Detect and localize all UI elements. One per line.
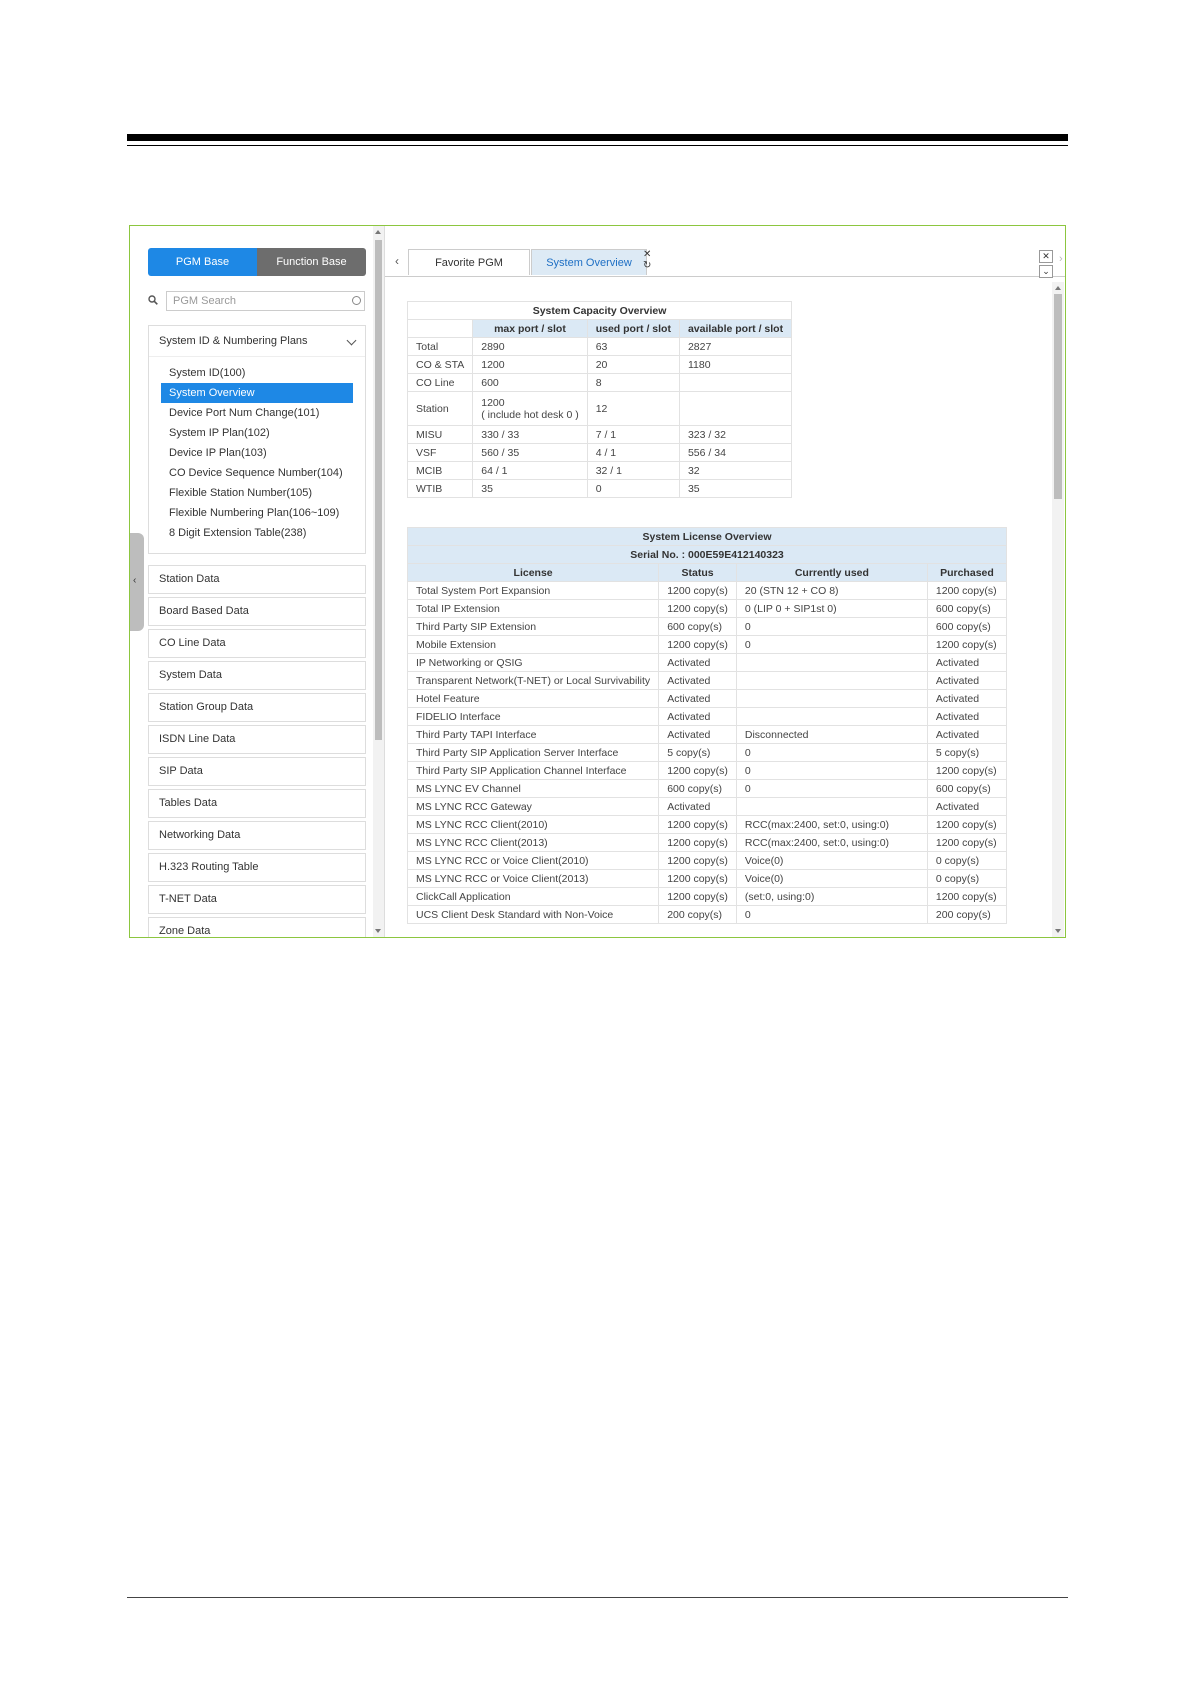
capacity-cell: 330 / 33 xyxy=(473,426,587,444)
license-cell: MS LYNC RCC or Voice Client(2010) xyxy=(408,852,659,870)
license-cell: 600 copy(s) xyxy=(659,780,737,798)
license-cell: Activated xyxy=(927,654,1006,672)
table-row xyxy=(408,744,1007,762)
license-cell: MS LYNC EV Channel xyxy=(408,780,659,798)
license-cell: 0 copy(s) xyxy=(927,852,1006,870)
table-row xyxy=(408,356,792,374)
table-row xyxy=(408,654,1007,672)
search-placeholder: PGM Search xyxy=(173,295,236,307)
capacity-cell: 323 / 32 xyxy=(679,426,791,444)
menu-category-isdn-line-data[interactable]: ISDN Line Data xyxy=(148,725,366,754)
license-cell: Activated xyxy=(659,672,737,690)
license-cell: Disconnected xyxy=(736,726,927,744)
chevron-down-icon[interactable] xyxy=(347,336,357,346)
table-row xyxy=(408,582,1007,600)
menu-item-system-overview[interactable]: System Overview xyxy=(161,383,353,403)
station-note: ( include hot desk 0 ) xyxy=(481,408,579,421)
license-cell: (set:0, using:0) xyxy=(736,888,927,906)
capacity-cell: 63 xyxy=(587,338,679,356)
menu-item-system-id[interactable]: System ID(100) xyxy=(169,367,246,379)
license-cell: Activated xyxy=(659,654,737,672)
tab-list-icon[interactable]: ⌄ xyxy=(1039,265,1053,278)
pgm-base-button[interactable]: PGM Base xyxy=(148,248,257,276)
license-cell: 0 (LIP 0 + SIP1st 0) xyxy=(736,600,927,618)
menu-category-zone-data[interactable]: Zone Data xyxy=(148,917,366,938)
tab-prev-icon[interactable]: ‹ xyxy=(395,254,399,268)
license-cell: 1200 copy(s) xyxy=(659,636,737,654)
capacity-cell: MISU xyxy=(408,426,473,444)
capacity-cell: 35 xyxy=(473,480,587,498)
table-row xyxy=(408,690,1007,708)
capacity-cell: Station xyxy=(408,392,473,426)
license-cell: 1200 copy(s) xyxy=(927,816,1006,834)
header-rule-thin xyxy=(127,145,1068,146)
license-cell: 1200 copy(s) xyxy=(927,888,1006,906)
license-cell: 1200 copy(s) xyxy=(659,888,737,906)
clear-search-icon[interactable] xyxy=(352,296,361,305)
menu-item-flexible-numbering-plan[interactable]: Flexible Numbering Plan(106~109) xyxy=(169,507,340,519)
capacity-cell: 556 / 34 xyxy=(679,444,791,462)
license-cell: 600 copy(s) xyxy=(927,600,1006,618)
scroll-up-icon[interactable] xyxy=(375,230,381,234)
table-row xyxy=(408,708,1007,726)
header-rule-thick xyxy=(127,134,1068,141)
license-cell: 1200 copy(s) xyxy=(659,762,737,780)
license-cell: 1200 copy(s) xyxy=(659,582,737,600)
capacity-cell: 35 xyxy=(679,480,791,498)
collapse-panel-button[interactable] xyxy=(130,533,144,631)
license-cell: UCS Client Desk Standard with Non-Voice xyxy=(408,906,659,924)
capacity-cell-value: 1200 xyxy=(481,396,505,409)
tab-favorite-pgm[interactable]: Favorite PGM xyxy=(408,249,530,275)
license-cell: Transparent Network(T-NET) or Local Survivability xyxy=(408,672,659,690)
capacity-cell: 0 xyxy=(587,480,679,498)
capacity-cell: VSF xyxy=(408,444,473,462)
license-cell: 1200 copy(s) xyxy=(927,834,1006,852)
table-row xyxy=(408,888,1007,906)
license-cell: Activated xyxy=(927,726,1006,744)
capacity-cell: 20 xyxy=(587,356,679,374)
capacity-cell: MCIB xyxy=(408,462,473,480)
base-toggle xyxy=(148,248,366,276)
license-cell: Activated xyxy=(659,798,737,816)
table-row xyxy=(408,798,1007,816)
license-cell: 1200 copy(s) xyxy=(659,852,737,870)
capacity-header: used port / slot xyxy=(587,320,679,338)
main-panel xyxy=(385,226,1065,937)
license-title: System License Overview xyxy=(408,528,1007,546)
capacity-cell: 64 / 1 xyxy=(473,462,587,480)
license-cell: 0 xyxy=(736,762,927,780)
license-cell xyxy=(736,708,927,726)
table-row xyxy=(408,444,792,462)
system-capacity-table xyxy=(407,301,792,498)
table-row xyxy=(408,462,792,480)
table-row xyxy=(408,852,1007,870)
capacity-cell-station-max xyxy=(473,392,587,426)
footer-rule xyxy=(127,1597,1068,1598)
menu-item-co-device-sequence[interactable]: CO Device Sequence Number(104) xyxy=(169,467,343,479)
close-tab-icon[interactable]: ✕ xyxy=(643,249,652,260)
license-cell: Activated xyxy=(659,708,737,726)
license-cell: MS LYNC RCC Client(2010) xyxy=(408,816,659,834)
capacity-header xyxy=(408,320,473,338)
menu-category-station-group-data[interactable]: Station Group Data xyxy=(148,693,366,722)
license-cell: 200 copy(s) xyxy=(659,906,737,924)
capacity-cell: 2890 xyxy=(473,338,587,356)
table-row xyxy=(408,762,1007,780)
capacity-cell: 12 xyxy=(587,392,679,426)
license-cell: Third Party SIP Extension xyxy=(408,618,659,636)
menu-category-networking-data[interactable]: Networking Data xyxy=(148,821,366,850)
table-row xyxy=(408,600,1007,618)
license-cell: Activated xyxy=(927,690,1006,708)
license-cell: 1200 copy(s) xyxy=(927,582,1006,600)
menu-submenu xyxy=(149,356,365,553)
menu-item-system-ip-plan[interactable]: System IP Plan(102) xyxy=(169,427,270,439)
license-cell: 600 copy(s) xyxy=(927,618,1006,636)
overview-content xyxy=(385,282,1065,937)
license-cell: 0 xyxy=(736,618,927,636)
license-cell: MS LYNC RCC or Voice Client(2013) xyxy=(408,870,659,888)
license-cell: 0 xyxy=(736,780,927,798)
license-header: Status xyxy=(659,564,737,582)
license-cell: 0 copy(s) xyxy=(927,870,1006,888)
license-cell: IP Networking or QSIG xyxy=(408,654,659,672)
menu-category-station-data[interactable]: Station Data xyxy=(148,565,366,594)
license-cell: RCC(max:2400, set:0, using:0) xyxy=(736,834,927,852)
table-row xyxy=(408,618,1007,636)
screenshot-frame xyxy=(129,225,1066,938)
license-cell xyxy=(736,690,927,708)
capacity-cell: 560 / 35 xyxy=(473,444,587,462)
table-row xyxy=(408,392,792,426)
tab-next-icon[interactable]: › xyxy=(1059,253,1063,265)
license-cell: 1200 copy(s) xyxy=(659,600,737,618)
license-cell: 0 xyxy=(736,636,927,654)
menu-item-device-port-num-change[interactable]: Device Port Num Change(101) xyxy=(169,407,320,419)
menu-item-device-ip-plan[interactable]: Device IP Plan(103) xyxy=(169,447,267,459)
left-scrollbar[interactable] xyxy=(373,226,384,937)
capacity-cell: Total xyxy=(408,338,473,356)
menu-category-tnet-data[interactable]: T-NET Data xyxy=(148,885,366,914)
license-cell: Activated xyxy=(927,708,1006,726)
capacity-cell: 7 / 1 xyxy=(587,426,679,444)
table-row xyxy=(408,480,792,498)
license-cell: 600 copy(s) xyxy=(659,618,737,636)
license-cell: 20 (STN 12 + CO 8) xyxy=(736,582,927,600)
license-cell xyxy=(736,654,927,672)
license-cell: 0 xyxy=(736,744,927,762)
search-icon[interactable] xyxy=(148,295,158,305)
license-cell: Total IP Extension xyxy=(408,600,659,618)
table-row xyxy=(408,834,1007,852)
license-cell: MS LYNC RCC Gateway xyxy=(408,798,659,816)
capacity-cell: CO & STA xyxy=(408,356,473,374)
license-cell: Hotel Feature xyxy=(408,690,659,708)
license-cell: Third Party SIP Application Channel Interface xyxy=(408,762,659,780)
table-row xyxy=(408,636,1007,654)
license-cell: Third Party SIP Application Server Interface xyxy=(408,744,659,762)
license-serial: Serial No. : 000E59E412140323 xyxy=(408,546,1007,564)
menu-item-8-digit-extension[interactable]: 8 Digit Extension Table(238) xyxy=(169,527,307,539)
license-cell: Third Party TAPI Interface xyxy=(408,726,659,744)
menu-group-header[interactable] xyxy=(149,326,365,356)
capacity-cell xyxy=(679,374,791,392)
scroll-down-icon[interactable] xyxy=(1055,929,1061,933)
license-cell: 5 copy(s) xyxy=(659,744,737,762)
capacity-cell: 8 xyxy=(587,374,679,392)
license-cell: Total System Port Expansion xyxy=(408,582,659,600)
capacity-cell: 1180 xyxy=(679,356,791,374)
license-cell: Activated xyxy=(927,672,1006,690)
license-header: Currently used xyxy=(736,564,927,582)
search-row xyxy=(148,291,366,313)
capacity-cell: 32 xyxy=(679,462,791,480)
license-cell: 600 copy(s) xyxy=(927,780,1006,798)
table-row xyxy=(408,726,1007,744)
capacity-title: System Capacity Overview xyxy=(408,302,792,320)
license-cell: 1200 copy(s) xyxy=(659,870,737,888)
license-cell: MS LYNC RCC Client(2013) xyxy=(408,834,659,852)
capacity-cell: 2827 xyxy=(679,338,791,356)
table-row xyxy=(408,338,792,356)
menu-category-tables-data[interactable]: Tables Data xyxy=(148,789,366,818)
license-cell: FIDELIO Interface xyxy=(408,708,659,726)
table-row xyxy=(408,374,792,392)
capacity-cell: WTIB xyxy=(408,480,473,498)
table-row xyxy=(408,870,1007,888)
menu-category-sip-data[interactable]: SIP Data xyxy=(148,757,366,786)
license-cell: Activated xyxy=(927,798,1006,816)
license-cell: RCC(max:2400, set:0, using:0) xyxy=(736,816,927,834)
menu-category-system-data[interactable]: System Data xyxy=(148,661,366,690)
right-scrollbar[interactable] xyxy=(1052,282,1064,937)
capacity-header: max port / slot xyxy=(473,320,587,338)
function-base-button[interactable]: Function Base xyxy=(257,248,366,276)
table-row xyxy=(408,426,792,444)
chevron-left-icon: ‹ xyxy=(133,575,137,586)
table-row xyxy=(408,780,1007,798)
table-row xyxy=(408,816,1007,834)
menu-category-co-line-data[interactable]: CO Line Data xyxy=(148,629,366,658)
license-cell: Mobile Extension xyxy=(408,636,659,654)
license-cell: 1200 copy(s) xyxy=(659,816,737,834)
license-header: Purchased xyxy=(927,564,1006,582)
license-cell: 1200 copy(s) xyxy=(659,834,737,852)
capacity-header: available port / slot xyxy=(679,320,791,338)
right-scroll-thumb[interactable] xyxy=(1054,294,1062,499)
license-header: License xyxy=(408,564,659,582)
tab-system-overview[interactable]: System Overview xyxy=(531,249,647,275)
license-cell: 1200 copy(s) xyxy=(927,762,1006,780)
menu-group-title: System ID & Numbering Plans xyxy=(159,335,308,347)
system-license-table xyxy=(407,527,1007,924)
license-cell: Voice(0) xyxy=(736,870,927,888)
capacity-cell: 1200 xyxy=(473,356,587,374)
license-cell xyxy=(736,798,927,816)
left-scroll-thumb[interactable] xyxy=(375,240,382,740)
menu-category-h323-routing[interactable]: H.323 Routing Table xyxy=(148,853,366,882)
license-cell: 1200 copy(s) xyxy=(927,636,1006,654)
capacity-cell: 32 / 1 xyxy=(587,462,679,480)
license-cell: ClickCall Application xyxy=(408,888,659,906)
close-all-icon[interactable]: ✕ xyxy=(1039,250,1053,263)
left-panel xyxy=(130,226,384,937)
scroll-down-icon[interactable] xyxy=(375,929,381,933)
license-cell: Voice(0) xyxy=(736,852,927,870)
license-cell: 0 xyxy=(736,906,927,924)
table-row xyxy=(408,672,1007,690)
tab-bar xyxy=(385,246,1065,277)
refresh-icon[interactable]: ↻ xyxy=(643,260,652,271)
license-cell: Activated xyxy=(659,726,737,744)
license-cell: 200 copy(s) xyxy=(927,906,1006,924)
capacity-cell: 600 xyxy=(473,374,587,392)
license-cell: Activated xyxy=(659,690,737,708)
menu-category-board-based-data[interactable]: Board Based Data xyxy=(148,597,366,626)
menu-item-flexible-station-number[interactable]: Flexible Station Number(105) xyxy=(169,487,313,499)
table-row xyxy=(408,906,1007,924)
license-cell: 5 copy(s) xyxy=(927,744,1006,762)
license-cell xyxy=(736,672,927,690)
capacity-cell xyxy=(679,392,791,426)
menu-group-system-id xyxy=(148,325,366,554)
pgm-search-input[interactable] xyxy=(166,291,365,311)
scroll-up-icon[interactable] xyxy=(1055,286,1061,290)
capacity-cell: 4 / 1 xyxy=(587,444,679,462)
capacity-cell: CO Line xyxy=(408,374,473,392)
